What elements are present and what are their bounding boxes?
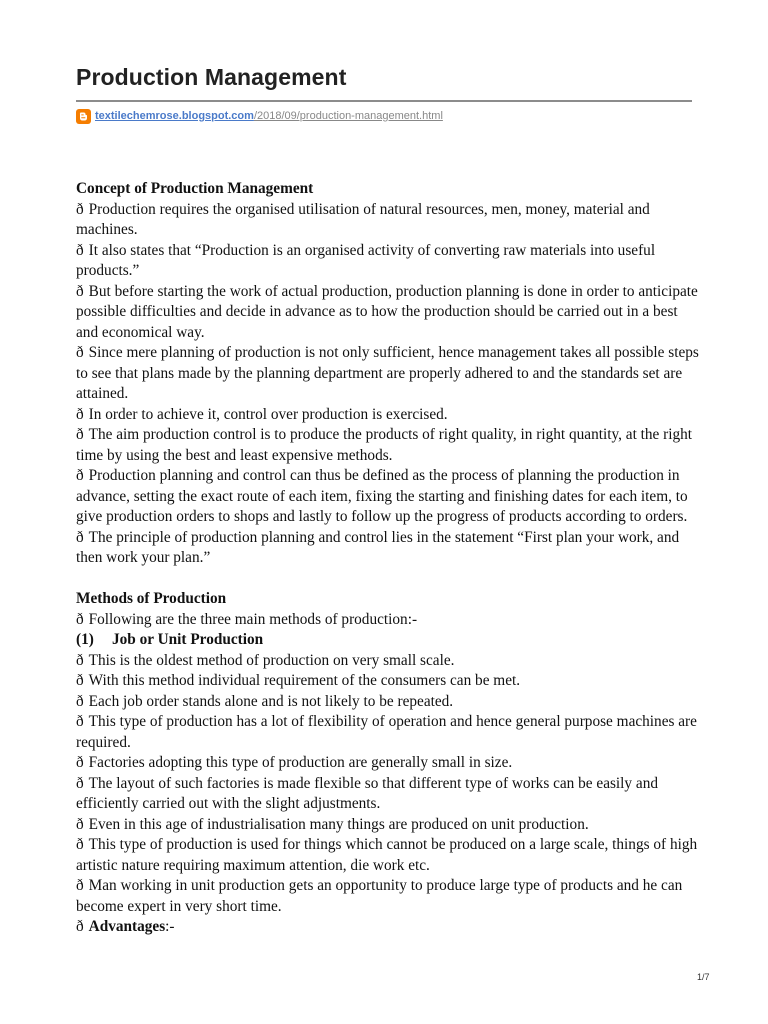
bullet-item: [76, 774, 702, 815]
bullet-glyph: ð: [76, 713, 84, 730]
bullet-text: But before starting the work of actual production, production planning is done in order to anticipate possible difficulties and decide in advance as to how the production should be carried out in a best and economical way.: [76, 282, 698, 341]
bullet-text: The principle of production planning and control lies in the statement “First plan your work, and then work your plan.”: [76, 528, 680, 566]
bullet-glyph: ð: [76, 836, 84, 853]
bullet-text: This is the oldest method of production on very small scale.: [88, 651, 455, 669]
page-title: Production Management: [76, 64, 347, 90]
bullet-glyph: ð: [76, 774, 84, 792]
advantages-label: Advantages: [88, 918, 166, 935]
section-spacer: [76, 569, 702, 590]
source-url-path: /2018/09/production-management.html: [253, 110, 443, 122]
bullet-glyph: ð: [76, 651, 84, 669]
bullet-glyph: ð: [76, 815, 84, 833]
subsection-heading-job-production: [76, 630, 702, 651]
bullet-item: [76, 753, 702, 774]
bullet-glyph: ð: [76, 754, 84, 771]
bullet-glyph: ð: [76, 282, 84, 300]
bullet-text: The layout of such factories is made flexible so that different type of works can be easily and efficiently carried out with the slight adjustments.: [76, 774, 658, 812]
bullet-text: The aim production control is to produce the products of right quality, in right quantity, at the right time by using the best and least expensive methods.: [76, 426, 693, 464]
section-heading-methods: Methods of Production: [76, 590, 227, 607]
bullet-glyph: ð: [76, 672, 84, 689]
bullet-text: Production requires the organised utilisation of natural resources, men, money, material and machines.: [76, 200, 650, 238]
bullet-text: Factories adopting this type of production are generally small in size.: [88, 754, 513, 771]
bullet-item: [76, 528, 702, 569]
bullet-glyph: ð: [76, 692, 84, 710]
bullet-item: [76, 692, 702, 713]
bullet-glyph: ð: [76, 426, 84, 443]
bullet-item: [76, 466, 702, 528]
subsection-number: (1): [76, 631, 94, 648]
bullet-text: In order to achieve it, control over production is exercised.: [88, 405, 448, 423]
bullet-text: Even in this age of industrialisation many things are produced on unit production.: [88, 815, 589, 833]
bullet-glyph: ð: [76, 528, 84, 546]
bullet-text: It also states that “Production is an organised activity of converting raw materials into useful products.”: [76, 241, 656, 279]
bullet-glyph: ð: [76, 467, 84, 484]
bullet-item: [76, 815, 702, 836]
bullet-item: [76, 835, 702, 876]
bullet-text: Each job order stands alone and is not likely to be repeated.: [88, 692, 454, 710]
bullet-glyph: ð: [76, 405, 84, 423]
bullet-item: [76, 671, 702, 692]
bullet-glyph: ð: [76, 344, 84, 361]
source-link-row: [76, 107, 443, 125]
methods-intro-text: Following are the three main methods of production:-: [88, 610, 418, 628]
bullet-item: [76, 343, 702, 405]
advantages-suffix: :-: [165, 918, 175, 935]
methods-intro-item: [76, 610, 702, 631]
bullet-item: [76, 425, 702, 466]
bullet-glyph: ð: [76, 241, 84, 259]
bullet-item: [76, 651, 702, 672]
source-url-link[interactable]: [95, 110, 443, 122]
bullet-item: [76, 405, 702, 426]
page-number: 1/7: [697, 972, 710, 982]
article-body: [76, 179, 702, 938]
subsection-title: Job or Unit Production: [112, 631, 264, 648]
bullet-glyph: ð: [76, 610, 84, 628]
bullet-item: [76, 712, 702, 753]
bullet-text: This type of production has a lot of flexibility of operation and hence general purpose machines are required.: [76, 713, 697, 751]
bullet-item: [76, 241, 702, 282]
bullet-text: This type of production is used for things which cannot be produced on a large scale, things of high artistic nature requiring maximum attention, die work etc.: [76, 836, 698, 874]
bullet-glyph: ð: [76, 918, 84, 935]
bullet-text: Since mere planning of production is not only sufficient, hence management takes all possible steps to see that plans made by the planning department are properly adhered to and the standards set are attained.: [76, 344, 699, 402]
title-divider: [76, 100, 692, 102]
bullet-text: With this method individual requirement of the consumers can be met.: [88, 672, 521, 689]
blogger-icon: [76, 109, 91, 124]
job-production-bullet-list: [76, 651, 702, 918]
source-url-domain: textilechemrose.blogspot.com: [95, 110, 254, 122]
bullet-glyph: ð: [76, 877, 84, 894]
concept-bullet-list: [76, 200, 702, 569]
bullet-item: [76, 282, 702, 344]
bullet-item: [76, 200, 702, 241]
bullet-item: [76, 876, 702, 917]
section-heading-concept: Concept of Production Management: [76, 180, 314, 197]
bullet-text: Production planning and control can thus be defined as the process of planning the production in advance, setting the exact route of each item, fixing the starting and finishing dates for each item, to give production orders to shops and lastly to follow up the progress of products according to orders.: [76, 467, 688, 525]
bullet-glyph: ð: [76, 200, 84, 218]
bullet-text: Man working in unit production gets an opportunity to produce large type of products and he can become expert in very short time.: [76, 877, 683, 915]
advantages-item: [76, 917, 702, 938]
